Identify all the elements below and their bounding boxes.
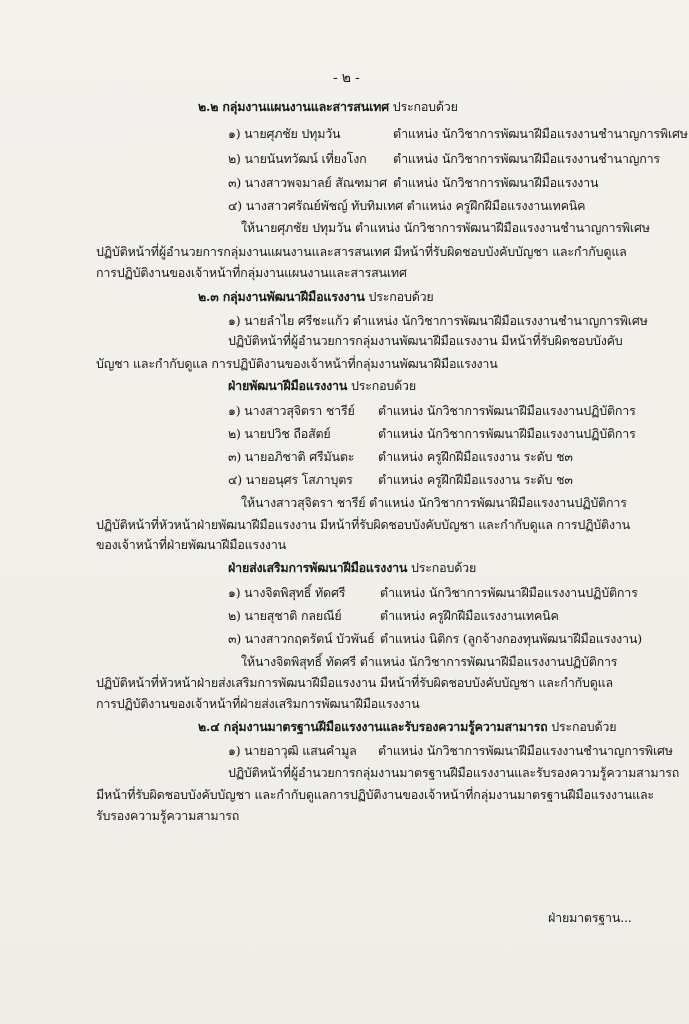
sub1-member-4-position: ตำแหน่ง ครูฝึกฝีมือแรงงาน ระดับ ช๓	[378, 472, 573, 487]
sub1-member-1-position: ตำแหน่ง นักวิชาการพัฒนาฝีมือแรงงานปฏิบัติการ	[378, 403, 636, 418]
s22-para-1: ให้นายศุภชัย ปทุมวัน ตำแหน่ง นักวิชาการพัฒนาฝีมือแรงงานชำนาญการพิเศษ	[241, 220, 650, 235]
sub1-member-4: ๔) นายอนุศร โสภาบุตร	[228, 472, 353, 487]
s22-member-1: ๑) นายศุภชัย ปทุมวัน	[228, 126, 341, 141]
s24-para-2: มีหน้าที่รับผิดชอบบังคับบัญชา และกำกับดูแลการปฏิบัติงานของเจ้าหน้าที่กลุ่มงานมาตรฐานฝีมือแรงงานและ	[96, 787, 654, 802]
s22-para-2: ปฏิบัติหน้าที่ผู้อำนวยการกลุ่มงานแผนงานและสารสนเทศ มีหน้าที่รับผิดชอบบังคับบัญชา และกำกับดูแล	[96, 244, 627, 259]
s22-member-3-position: ตำแหน่ง นักวิชาการพัฒนาฝีมือแรงงาน	[393, 175, 599, 190]
sub1-para-2: ปฏิบัติหน้าที่หัวหน้าฝ่ายพัฒนาฝีมือแรงงาน มีหน้าที่รับผิดชอบบังคับบัญชา และกำกับดูแล การปฏิบัติงาน	[96, 517, 631, 532]
s22-member-1-position: ตำแหน่ง นักวิชาการพัฒนาฝีมือแรงงานชำนาญการพิเศษ	[393, 126, 688, 141]
s22-member-3: ๓) นางสาวพจมาลย์ สัณฑมาศ	[228, 175, 387, 190]
sub1-member-3: ๓) นายอภิชาติ ศรีมันตะ	[228, 449, 355, 464]
s22-member-2: ๒) นายนันทวัฒน์ เที่ยงโงก	[228, 151, 367, 166]
page-number: - ๒ -	[333, 70, 360, 86]
sub2-member-3: ๓) นางสาวกฤตรัตน์ บัวพันธ์	[228, 631, 375, 646]
s24-para-1: ปฏิบัติหน้าที่ผู้อำนวยการกลุ่มงานมาตรฐานฝีมือแรงงานและรับรองความรู้ความสามารถ	[228, 765, 680, 780]
s22-member-4: ๔) นางสาวศรัณย์พัชญ์ ทับทิมเทศ ตำแหน่ง ครูฝึกฝีมือแรงงานเทคนิค	[228, 198, 586, 213]
continuation-footer: ฝ่ายมาตรฐาน...	[548, 910, 632, 925]
sub1-member-3-position: ตำแหน่ง ครูฝึกฝีมือแรงงาน ระดับ ช๓	[378, 449, 573, 464]
s24-member-1: ๑) นายอาวุฒิ แสนคำมูล	[228, 743, 357, 758]
sub-1-heading: ฝ่ายพัฒนาฝีมือแรงงาน ประกอบด้วย	[228, 378, 417, 393]
sub2-member-1: ๑) นางจิตพิสุทธิ์ ทัดศรี	[228, 585, 346, 600]
sub2-para-3: การปฏิบัติงานของเจ้าหน้าที่ฝ่ายส่งเสริมการพัฒนาฝีมือแรงงาน	[96, 696, 420, 711]
sub2-member-2-position: ตำแหน่ง ครูฝึกฝีมือแรงงานเทคนิค	[380, 608, 559, 623]
sub2-member-1-position: ตำแหน่ง นักวิชาการพัฒนาฝีมือแรงงานปฏิบัติการ	[380, 585, 638, 600]
sub1-para-3: ของเจ้าหน้าที่ฝ่ายพัฒนาฝีมือแรงงาน	[96, 537, 286, 552]
sub2-member-3-position: ตำแหน่ง นิติกร (ลูกจ้างกองทุนพัฒนาฝีมือแรงงาน)	[380, 631, 642, 646]
section-2-3-heading: ๒.๓ กลุ่มงานพัฒนาฝีมือแรงงาน ประกอบด้วย	[198, 289, 434, 304]
sub2-member-2: ๒) นายสุชาติ กลยณีย์	[228, 608, 342, 623]
sub1-member-2-position: ตำแหน่ง นักวิชาการพัฒนาฝีมือแรงงานปฏิบัติการ	[378, 426, 636, 441]
s23-para-1: ปฏิบัติหน้าที่ผู้อำนวยการกลุ่มงานพัฒนาฝีมือแรงงาน มีหน้าที่รับผิดชอบบังคับ	[228, 333, 623, 348]
s24-member-1-position: ตำแหน่ง นักวิชาการพัฒนาฝีมือแรงงานชำนาญการพิเศษ	[378, 743, 673, 758]
s23-para-2: บัญชา และกำกับดูแล การปฏิบัติงานของเจ้าหน้าที่กลุ่มงานพัฒนาฝีมือแรงงาน	[96, 356, 498, 371]
sub1-para-1: ให้นางสาวสุจิตรา ชารีย์ ตำแหน่ง นักวิชาการพัฒนาฝีมือแรงงานปฏิบัติการ	[241, 495, 627, 510]
s22-para-3: การปฏิบัติงานของเจ้าหน้าที่กลุ่มงานแผนงานและสารสนเทศ	[96, 265, 407, 280]
sub-2-heading: ฝ่ายส่งเสริมการพัฒนาฝีมือแรงงาน ประกอบด้วย	[228, 560, 477, 575]
s24-para-3: รับรองความรู้ความสามารถ	[96, 808, 240, 823]
s22-member-2-position: ตำแหน่ง นักวิชาการพัฒนาฝีมือแรงงานชำนาญการ	[393, 151, 660, 166]
section-2-4-heading: ๒.๔ กลุ่มงานมาตรฐานฝีมือแรงงานและรับรองความรู้ความสามารถ ประกอบด้วย	[198, 719, 617, 734]
s23-lead: ๑) นายลำไย ศรีชะแก้ว ตำแหน่ง นักวิชาการพัฒนาฝีมือแรงงานชำนาญการพิเศษ	[228, 313, 648, 328]
sub2-para-2: ปฏิบัติหน้าที่หัวหน้าฝ่ายส่งเสริมการพัฒนาฝีมือแรงงาน มีหน้าที่รับผิดชอบบังคับบัญชา และกำกับดูแล	[96, 675, 613, 690]
sub1-member-1: ๑) นางสาวสุจิตรา ชารีย์	[228, 403, 355, 418]
section-2-2-heading: ๒.๒ กลุ่มงานแผนงานและสารสนเทศ ประกอบด้วย	[198, 99, 458, 114]
sub1-member-2: ๒) นายปวิช ถือสัตย์	[228, 426, 331, 441]
sub2-para-1: ให้นางจิตพิสุทธิ์ ทัดศรี ตำแหน่ง นักวิชาการพัฒนาฝีมือแรงงานปฏิบัติการ	[241, 654, 618, 669]
